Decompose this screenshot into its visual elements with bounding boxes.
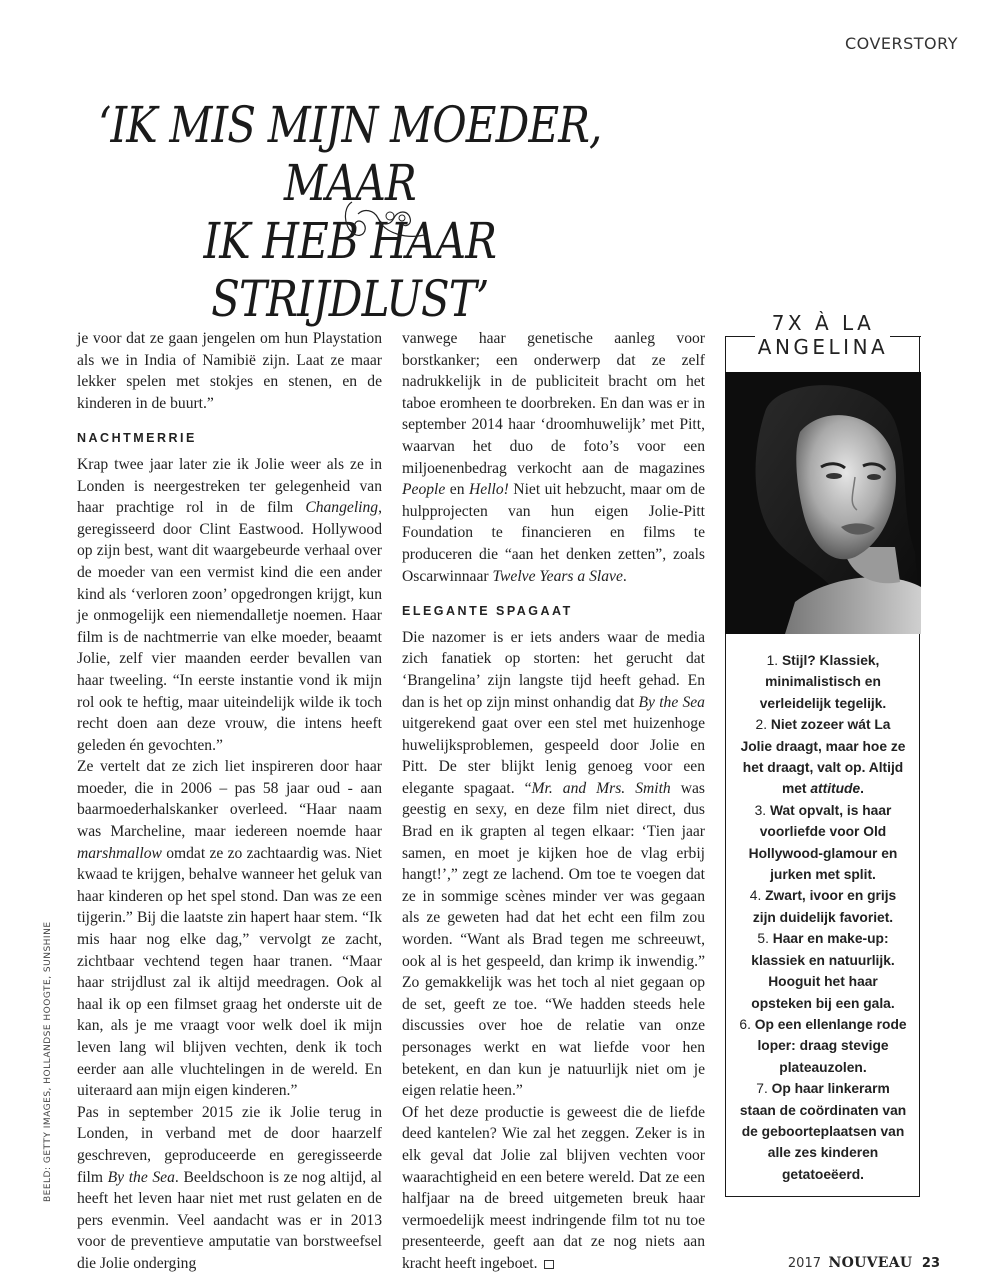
portrait-illustration (725, 372, 921, 634)
portrait-photo (725, 372, 921, 634)
end-mark-icon (544, 1260, 554, 1269)
magazine-brand: NOUVEAU (828, 1255, 913, 1271)
paragraph: Die nazomer is er iets anders waar de media zich fanatiek op storten: het gerucht dat ‘Brangelina’ zijn langste tijd heeft gehad. En dan is het op zijn minst onhandig dat By the Sea uitgerekend gaat over een stel met huizenhoge huwelijksproblemen, gespeeld door Jolie en Pitt. De ster blijkt lenig genoeg voor een elegante spagaat. “Mr. and Mrs. Smith was geestig en sexy, en deze film niet direct, dus Brad en ik grapten al tegen elkaar: ‘Tien jaar samen, en moet je kijken hoe de vlag erbij hangt!’,” zegt ze lachend. Om toe te voegen dat ze in sommige scènes minder ver was gegaan als ze geweten had dat het echt een film zou worden. “Want als Brad tegen me schreeuwt, ook al is het gespeeld, dan krimp ik inwendig.” Zo gemakkelijk was het toch al niet gegaan op de set, geeft ze toe. “We hadden steeds hele discussies over hoe de relatie van onze personages werkt en wat liefde voor hen betekent, en dan kun je natuurlijk niet om je eigen relatie heen.” (402, 628, 705, 1100)
headline-line-1: ‘IK MIS MIJN MOEDER, MAAR (98, 96, 602, 212)
photo-credit: BEELD: GETTY IMAGES, HOLLANDSE HOOGTE, SUNSHINE (43, 921, 53, 1202)
subheading-elegante-spagaat: ELEGANTE SPAGAAT (402, 604, 573, 619)
issue-year: 2017 (787, 1256, 821, 1271)
page-number: 23 (921, 1256, 940, 1271)
paragraph: Pas in september 2015 zie ik Jolie terug in Londen, in verband met de door haarzelf geschreven, geproduceerde en geregisseerde film By the Sea. Beeldschoon is ze nog altijd, al heeft het leven haar niet met rust gelaten en de pers evenmin. Veel aandacht was er in 2013 voor de preventieve amputatie van borstweefsel die Jolie onderging (77, 1103, 382, 1272)
subheading-nachtmerrie: NACHTMERRIE (77, 431, 197, 446)
paragraph: vanwege haar genetische aanleg voor borstkanker; een onderwerp dat ze zelf nadrukkelijk in de publiciteit bracht om het taboe eromheen te doorbreken. En dan was er in september 2014 haar ‘droomhuwelijk’ met Pitt, waarvan het duo de foto’s voor een miljoenenbedrag verkocht aan de magazines People en Hello! Niet uit hebzucht, maar om de hulpprojecten van hun eigen Jolie-Pitt Foundation te financieren en films te produceren die “aan het denken zetten”, zoals Oscarwinnaar Twelve Years a Slave. (402, 330, 705, 585)
paragraph: je voor dat ze gaan jengelen om hun Playstation als we in India of Namibië zijn. Laat ze maar lekker spelen met stokjes en stenen, en de kinderen in de buurt.” (77, 330, 382, 412)
flourish-ornament-icon (338, 194, 434, 244)
tip-item: 6. Op een ellenlange rode loper: draag stevige plateauzolen. (739, 1016, 907, 1075)
headline-line-2: IK HEB HAAR STRIJDLUST’ (203, 212, 497, 328)
tip-item: 7. Op haar linkerarm staan de coördinaten van de geboorteplaatsen van alle zes kinderen getatoeëerd. (739, 1081, 907, 1182)
article-column-2 (402, 328, 705, 1275)
tip-item: 5. Haar en make-up: klassiek en natuurlijk. Hooguit het haar opsteken bij een gala. (751, 931, 895, 1011)
paragraph: Krap twee jaar later zie ik Jolie weer als ze in Londen is neergestreken ter gelegenheid van haar prachtige rol in de film Changeling, geregisseerd door Clint Eastwood. Hollywood op zijn best, want dit waargebeurde verhaal over de moeder van een vermist kind die een ander kind als ‘verloren zoon’ opgedrongen krijgt, kun je onmogelijk een niemendalletje noemen. Haar film is de nachtmerrie van elke moeder, beaamt Jolie, zelf vier maanden eerder bevallen van haar tweeling. “In eerste instantie vond ik mijn rol ook te heftig, maar uiteindelijk wilde ik toch recht doen aan deze vrouw, die intens heeft geleden én gevochten.” (77, 455, 382, 754)
paragraph: Of het deze productie is geweest die de liefde deed kantelen? Wie zal het zeggen. Zeker is in elk geval dat Jolie zal blijven vechten voor waarachtigheid en een betere wereld. Dat ze een halfjaar na de breed uitgemeten breuk haar vermoedelijk meest indringende film tot nu toe presenteerde, geeft aan dat ze nog niets aan kracht heeft ingeboet. (402, 1103, 705, 1272)
section-label: COVERSTORY (844, 34, 958, 53)
tip-item: 1. Stijl? Klassiek, minimalistisch en verleidelijk tegelijk. (759, 653, 887, 711)
tip-item: 3. Wat opvalt, is haar voorliefde voor Old Hollywood-glamour en jurken met split. (748, 802, 898, 883)
paragraph: Ze vertelt dat ze zich liet inspireren door haar moeder, die in 2006 – pas 58 jaar oud - aan baarmoederhalskanker overleed. “Haar naam was Marcheline, maar iedereen noemde haar marshmallow omdat ze zo zachtaardig was. Niet kwaad te krijgen, behalve wanneer het geluk van haar kinderen op het spel stond. Dan was ze een tijgerin.” Bij die laatste zin hapert haar stem. “Ik mis haar nog elke dag,” vervolgt ze zacht, zichtbaar vechtend tegen haar tranen. “Maar haar strijdlust zal ik altijd meedragen. Ook al haal ik op een filmset graag het onderste uit de kan, als je me vraagt voor welk doel ik mijn leven lang wil blijven vechten, denk ik toch eerder aan alle vluchtelingen in de wereld. En uiteraard aan mijn eigen kinderen.” (77, 758, 382, 1100)
tips-list (738, 650, 908, 1185)
sidebar-title: 7X À LA ANGELINA (757, 311, 889, 359)
tip-item: 2. Niet zozeer wát La Jolie draagt, maar hoe ze het draagt, valt op. Altijd met attitude. (740, 717, 906, 797)
page-footer (788, 1255, 940, 1272)
tip-item: 4. Zwart, ivoor en grijs zijn duidelijk favoriet. (749, 888, 897, 925)
article-column-1 (77, 328, 382, 1275)
